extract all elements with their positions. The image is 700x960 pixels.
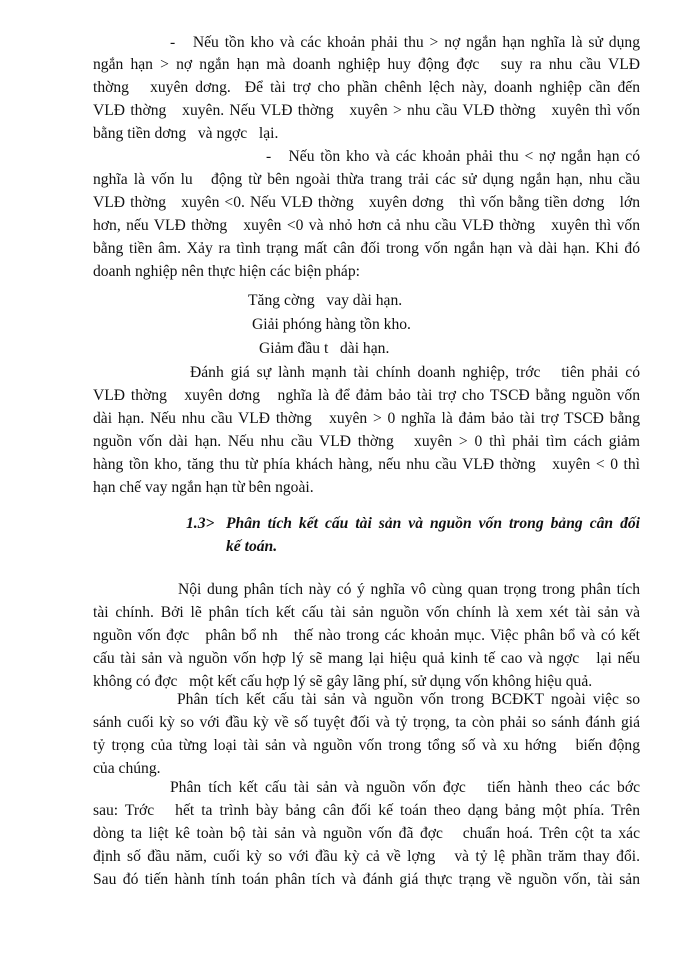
- paragraph-4-line-5: không có đợc một kết cấu hợp lý sẽ gây lãng phí, sử dụng vốn không hiệu quả.: [93, 673, 593, 690]
- paragraph-6-line-2: sau: Trớc hết ta trình bày bảng cân đối kế toán theo dạng bảng một phía. Trên: [93, 802, 640, 819]
- paragraph-6-line-4: định số đầu năm, cuối kỳ so với đầu kỳ cả về lợng và tỷ lệ phần trăm thay đổi.: [93, 848, 640, 865]
- paragraph-5-line-4: của chúng.: [93, 760, 161, 777]
- paragraph-4-line-2: tài chính. Bởi lẽ phân tích kết cấu tài sản nguồn vốn chính là xem xét tài sản và: [93, 604, 640, 621]
- paragraph-3-line-1: Đánh giá sự lành mạnh tài chính doanh nghiệp, trớc tiên phải có: [190, 364, 640, 381]
- paragraph-5-line-1: Phân tích kết cấu tài sản và nguồn vốn trong BCĐKT ngoài việc so: [177, 691, 640, 708]
- paragraph-2-line-4: hơn, nếu VLĐ thờng xuyên <0 và nhỏ hơn cả nhu cầu VLĐ thờng xuyên thì vốn: [93, 217, 640, 234]
- paragraph-1-line-1: - Nếu tồn kho và các khoản phải thu > nợ ngắn hạn nghĩa là sử dụng: [170, 34, 640, 51]
- paragraph-5-line-3: tỷ trọng của từng loại tài sản và nguồn vốn trong tổng số và xu hớng biến động: [93, 737, 640, 754]
- paragraph-2-line-2: nghĩa là vốn lu động từ bên ngoài thừa trang trải các sử dụng ngắn hạn, nhu cầu: [93, 171, 640, 188]
- section-heading-line-2: kế toán.: [226, 538, 278, 555]
- paragraph-3-line-6: hạn chế vay ngắn hạn từ bên ngoài.: [93, 479, 314, 496]
- paragraph-3-line-3: dài hạn. Nếu nhu cầu VLĐ thờng xuyên > 0 nghĩa là đảm bảo tài trợ TSCĐ bằng: [93, 410, 640, 427]
- paragraph-6-line-1: Phân tích kết cấu tài sản và nguồn vốn đợc tiến hành theo các bớc: [170, 779, 640, 796]
- measure-item-1: Tăng cờng vay dài hạn.: [248, 292, 403, 309]
- paragraph-4-line-1: Nội dung phân tích này có ý nghĩa vô cùng quan trọng trong phân tích: [178, 581, 640, 598]
- paragraph-1-line-5: bằng tiền dơng và ngợc lại.: [93, 125, 279, 142]
- paragraph-1-line-4: VLĐ thờng xuyên. Nếu VLĐ thờng xuyên > nhu cầu VLĐ thờng xuyên thì vốn: [93, 102, 640, 119]
- paragraph-6-line-3: dòng ta liệt kê toàn bộ tài sản và nguồn vốn đã đợc chuẩn hoá. Trên cột ta xác: [93, 825, 640, 842]
- measure-item-3: Giảm đầu t dài hạn.: [259, 340, 390, 357]
- paragraph-2-line-6: doanh nghiệp nên thực hiện các biện pháp:: [93, 263, 360, 280]
- paragraph-1-line-3: thờng xuyên dơng. Để tài trợ cho phần chênh lệch này, doanh nghiệp cần đến: [93, 79, 640, 96]
- paragraph-4-line-4: cấu tài sản và nguồn vốn hợp lý sẽ mang lại hiệu quả kinh tế cao và ngợc lại nếu: [93, 650, 640, 667]
- measure-item-2: Giải phóng hàng tồn kho.: [252, 316, 411, 333]
- paragraph-3-line-2: VLĐ thờng xuyên dơng nghĩa là để đảm bảo tài trợ cho TSCĐ bằng nguồn vốn: [93, 387, 640, 404]
- section-heading-line-1: Phân tích kết cấu tài sản và nguồn vốn trong bảng cân đối: [226, 515, 640, 532]
- paragraph-3-line-5: hàng tồn kho, tăng thu từ phía khách hàng, nếu nhu cầu VLĐ thờng xuyên < 0 thì: [93, 456, 640, 473]
- paragraph-5-line-2: sánh cuối kỳ so với đầu kỳ về số tuyệt đối và tỷ trọng, ta còn phải so sánh đánh giá: [93, 714, 640, 731]
- paragraph-1-line-2: ngắn hạn > nợ ngắn hạn mà doanh nghiệp huy động đợc suy ra nhu cầu VLĐ: [93, 56, 640, 73]
- paragraph-4-line-3: nguồn vốn đợc phân bổ nh thế nào trong các khoản mục. Việc phân bổ và có kết: [93, 627, 640, 644]
- paragraph-2-line-5: bằng tiền âm. Xảy ra tình trạng mất cân đối trong vốn ngắn hạn và dài hạn. Khi đó: [93, 240, 640, 257]
- section-number: 1.3>: [186, 515, 215, 532]
- paragraph-3-line-4: nguồn vốn dài hạn. Nếu nhu cầu VLĐ thờng xuyên > 0 thì phải tìm cách giảm: [93, 433, 640, 450]
- paragraph-2-line-1: - Nếu tồn kho và các khoản phải thu < nợ ngắn hạn có: [266, 148, 640, 165]
- paragraph-6-line-5: Sau đó tiến hành tính toán phân tích và đánh giá thực trạng về nguồn vốn, tài sản: [93, 871, 640, 888]
- paragraph-2-line-3: VLĐ thờng xuyên <0. Nếu VLĐ thờng xuyên dơng thì vốn bằng tiền dơng lớn: [93, 194, 640, 211]
